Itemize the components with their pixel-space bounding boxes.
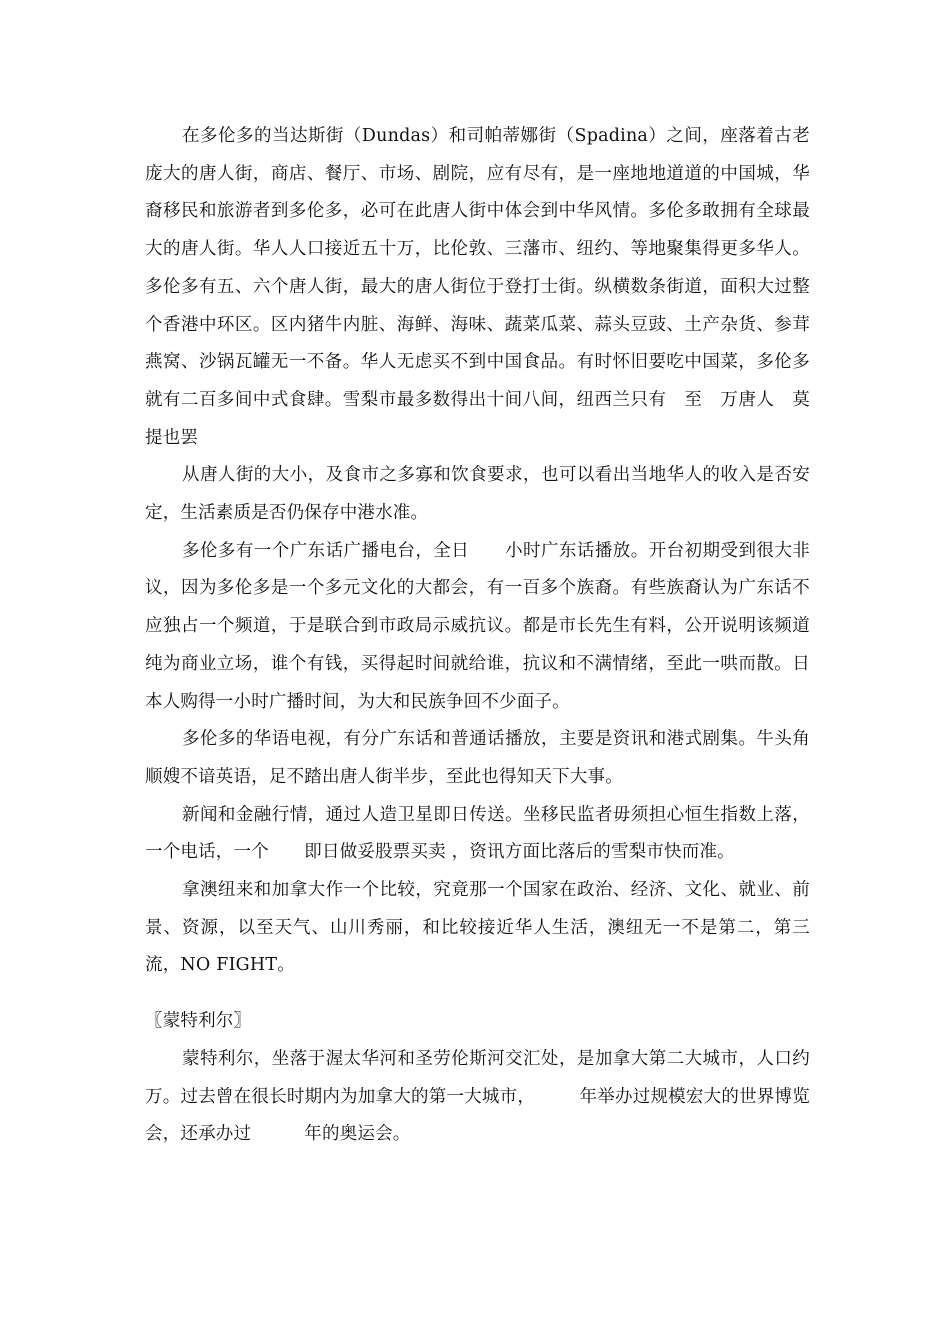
paragraph-finance-news: 新闻和金融行情，通过人造卫星即日传送。坐移民监者毋须担心恒生指数上落，一个电话，一个 即日做妥股票买卖 ，资讯方面比落后的雪梨市快而准。	[145, 804, 810, 863]
paragraph-radio: 多伦多有一个广东话广播电台，全日 小时广东话播放。开台初期受到很大非议，因为多伦多是一个多元文化的大都会，有一百多个族裔。有些族裔认为广东话不应独占一个频道，于是联合到市政局示威抗议。都是市长先生有料，公开说明该频道纯为商业立场，谁个有钱，买得起时间就给谁，抗议和不满情绪，至此一哄而散。日本人购得一小时广播时间，为大和民族争回不少面子。	[145, 540, 810, 712]
paragraph-montreal: 蒙特利尔，坐落于渥太华河和圣劳伦斯河交汇处，是加拿大第二大城市，人口约 万。过去曾在很长时期内为加拿大的第一大城市， 年举办过规模宏大的世界博览会，还承办过 年的奥运会。	[145, 1048, 846, 1145]
paragraph-chinatown: 在多伦多的当达斯街（Dundas）和司帕蒂娜街（Spadina）之间，座落着古老庞大的唐人街，商店、餐厅、市场、剧院，应有尽有，是一座地地道道的中国城，华裔移民和旅游者到多伦多，必可在此唐人街中体会到中华风情。多伦多敢拥有全球最大的唐人街。华人人口接近五十万，比伦敦、三藩市、纽约、等地聚集得更多华人。多伦多有五、六个唐人街，最大的唐人街位于登打士街。纵横数条街道，面积大过整个香港中环区。区内猪牛内脏、海鲜、海味、蔬菜瓜菜、蒜头豆豉、土产杂货、参茸燕窝、沙锅瓦罐无一不备。华人无虑买不到中国食品。有时怀旧要吃中国菜，多伦多就有二百多间中式食肆。雪梨市最多数得出十间八间，纽西兰只有 至 万唐人 莫提也罢	[145, 126, 810, 448]
paragraph-comparison: 拿澳纽来和加拿大作一个比较，究竟那一个国家在政治、经济、文化、就业、前景、资源，以至天气、山川秀丽，和比较接近华人生活，澳纽无一不是第二，第三流，NO FIGHT。	[145, 880, 810, 976]
document-body	[145, 118, 846, 1154]
paragraph-television: 多伦多的华语电视，有分广东话和普通话播放，主要是资讯和港式剧集。牛头角顺嫂不谙英语，足不踏出唐人街半步，至此也得知天下大事。	[145, 729, 810, 787]
paragraph-income: 从唐人街的大小，及食市之多寡和饮食要求，也可以看出当地华人的收入是否安定，生活素质是否仍保存中港水准。	[145, 465, 810, 524]
section-heading: 〖蒙特利尔〗	[145, 1011, 252, 1032]
